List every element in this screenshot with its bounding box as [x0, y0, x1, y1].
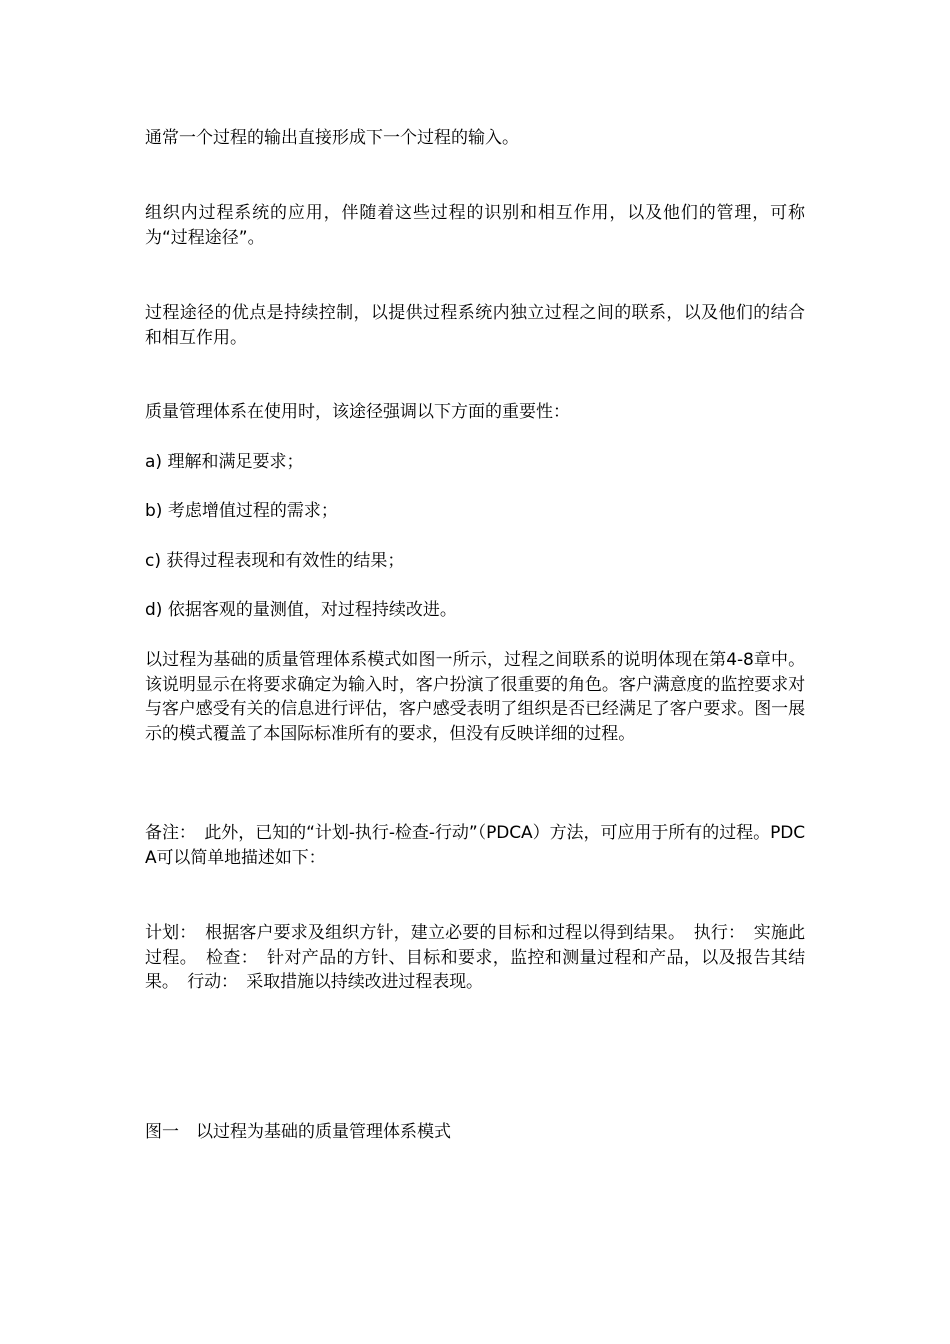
list-item-d: d) 依据客观的量测值，对过程持续改进。 — [145, 600, 457, 620]
figure-caption: 图一 以过程为基础的质量管理体系模式 — [145, 1122, 451, 1142]
paragraph-process-output: 通常一个过程的输出直接形成下一个过程的输入。 — [145, 128, 519, 148]
list-item-b: b) 考虑增值过程的需求； — [145, 501, 338, 521]
paragraph-process-approach-definition: 组织内过程系统的应用，伴随着这些过程的识别和相互作用，以及他们的管理，可称为“过程途径”。 — [145, 203, 805, 248]
paragraph-qms-importance: 质量管理体系在使用时，该途径强调以下方面的重要性： — [145, 402, 570, 422]
list-item-c: c) 获得过程表现和有效性的结果； — [145, 551, 405, 571]
paragraph-pdca-steps: 计划： 根据客户要求及组织方针，建立必要的目标和过程以得到结果。 执行： 实施此过程。 检查： 针对产品的方针、目标和要求，监控和测量过程和产品，以及报告其结果。 行动： 采取措施以持续改进过程表现。 — [145, 923, 805, 992]
paragraph-pdca-note: 备注： 此外，已知的“计划-执行-检查-行动”（PDCA）方法，可应用于所有的过程。PDCA可以简单地描述如下： — [145, 823, 805, 868]
paragraph-process-model: 以过程为基础的质量管理体系模式如图一所示，过程之间联系的说明体现在第4-8章中。该说明显示在将要求确定为输入时，客户扮演了很重要的角色。客户满意度的监控要求对与客户感受有关的信息进行评估，客户感受表明了组织是否已经满足了客户要求。图一展示的模式覆盖了本国际标准所有的要求，但没有反映详细的过程。 — [145, 650, 805, 744]
list-item-a: a) 理解和满足要求； — [145, 452, 304, 472]
paragraph-process-approach-advantage: 过程途径的优点是持续控制，以提供过程系统内独立过程之间的联系，以及他们的结合和相互作用。 — [145, 303, 805, 348]
